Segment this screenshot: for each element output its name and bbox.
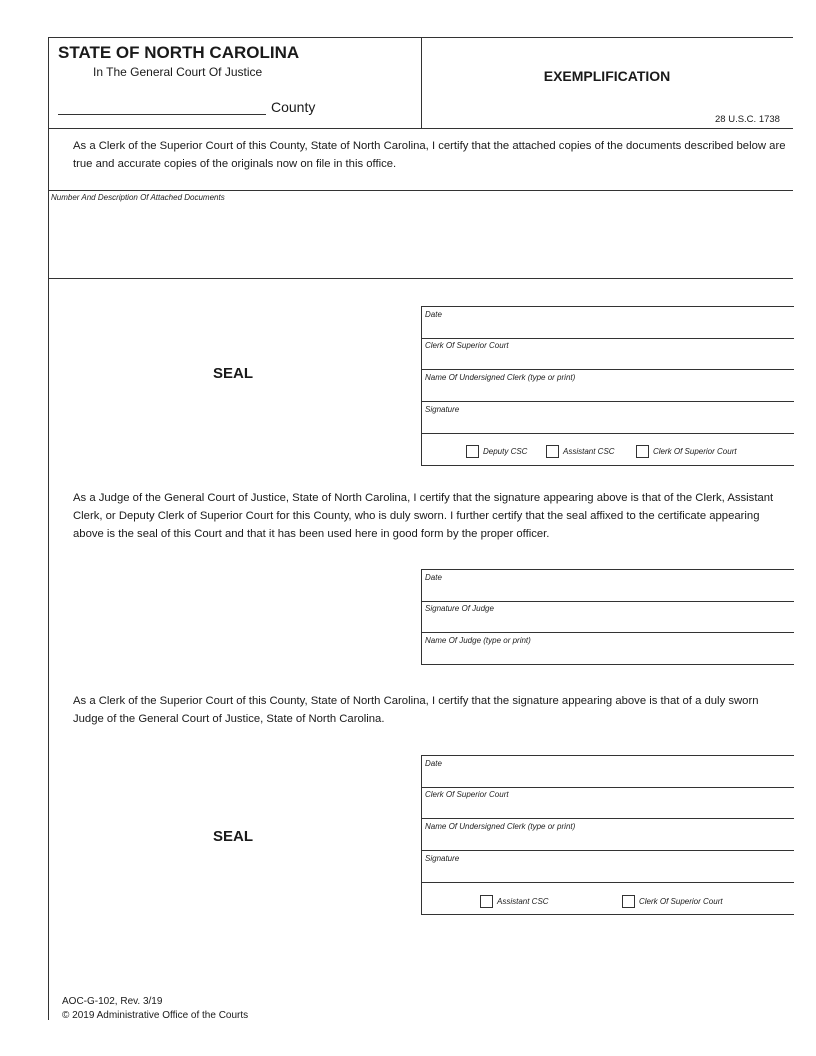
clerk-superior-court-checkbox-1[interactable] [636, 445, 737, 458]
assistant-csc-label-1: Assistant CSC [563, 447, 615, 456]
role-checkbox-row-1 [421, 434, 794, 466]
judge-date-label: Date [425, 573, 442, 582]
clerk-superior-court-label-2: Clerk Of Superior Court [639, 897, 723, 906]
deputy-csc-label: Deputy CSC [483, 447, 528, 456]
date-field-1[interactable] [421, 306, 794, 339]
date-field-2[interactable] [421, 755, 794, 788]
copyright: © 2019 Administrative Office of the Courts [62, 1010, 249, 1021]
deputy-csc-checkbox[interactable] [466, 445, 527, 458]
assistant-csc-checkbox-1[interactable] [546, 445, 615, 458]
date-label-2: Date [425, 759, 442, 768]
left-border [48, 37, 49, 1020]
seal-label-1: SEAL [213, 365, 254, 382]
assistant-csc-label-2: Assistant CSC [497, 897, 549, 906]
judge-signature-field[interactable] [421, 601, 794, 633]
clerk-name-field-2[interactable] [421, 819, 794, 851]
form-id: AOC-G-102, Rev. 3/19 [62, 996, 163, 1007]
signature-field-2[interactable] [421, 851, 794, 883]
form-title: EXEMPLIFICATION [543, 68, 671, 84]
clerk-superior-court-checkbox-2[interactable] [622, 895, 723, 908]
role-checkbox-row-2 [421, 883, 794, 915]
county-label: County [271, 99, 316, 115]
attachments-field[interactable] [49, 206, 793, 276]
seal-label-2: SEAL [213, 828, 254, 845]
clerk-field-2[interactable] [421, 787, 794, 819]
clerk-field-1[interactable] [421, 338, 794, 370]
county-field[interactable] [58, 114, 266, 115]
checkbox-icon[interactable] [466, 445, 479, 458]
date-label-1: Date [425, 310, 442, 319]
clerk-attestation-text: As a Clerk of the Superior Court of this County, State of North Carolina, I certify that the signature appearing above is that of a duly sworn Judge of the General Court of Justice, State of North Carolina. [73, 695, 759, 725]
checkbox-icon[interactable] [636, 445, 649, 458]
attachments-bottom-line [48, 278, 793, 279]
signature-label-2: Signature [425, 854, 460, 863]
attachments-label: Number And Description Of Attached Documents [51, 193, 225, 202]
checkbox-icon[interactable] [546, 445, 559, 458]
attachments-top-line [48, 190, 793, 191]
clerk-name-field-1[interactable] [421, 370, 794, 402]
statute-reference: 28 U.S.C. 1738 [715, 114, 780, 125]
signature-label-1: Signature [425, 405, 460, 414]
clerk-label-1: Clerk Of Superior Court [425, 341, 509, 350]
clerk-certification-text: As a Clerk of the Superior Court of this County, State of North Carolina, I certify that the attached copies of the documents described below are true and accurate copies of the originals now on file in this office. [73, 140, 786, 170]
assistant-csc-checkbox-2[interactable] [480, 895, 549, 908]
judge-name-label: Name Of Judge (type or print) [425, 636, 531, 645]
clerk-superior-court-label-1: Clerk Of Superior Court [653, 447, 737, 456]
clerk-name-label-2: Name Of Undersigned Clerk (type or print) [425, 822, 576, 831]
judge-certification-text: As a Judge of the General Court of Justice, State of North Carolina, I certify that the signature appearing above is that of the Clerk, Assistant Clerk, or Deputy Clerk of Superior Court for this County, who is duly sworn. I further certify that the seal affixed to the certificate appearing above is the seal of this Court and that it has been used here in good form by the proper officer. [73, 492, 774, 540]
clerk-label-2: Clerk Of Superior Court [425, 790, 509, 799]
judge-date-field[interactable] [421, 569, 794, 602]
judge-name-field[interactable] [421, 633, 794, 665]
header-bottom-line [48, 128, 793, 129]
checkbox-icon[interactable] [622, 895, 635, 908]
signature-field-1[interactable] [421, 402, 794, 434]
clerk-name-label-1: Name Of Undersigned Clerk (type or print) [425, 373, 576, 382]
checkbox-icon[interactable] [480, 895, 493, 908]
court-subtitle: In The General Court Of Justice [93, 65, 263, 79]
state-title: STATE OF NORTH CAROLINA [58, 43, 300, 62]
judge-signature-label: Signature Of Judge [425, 604, 494, 613]
